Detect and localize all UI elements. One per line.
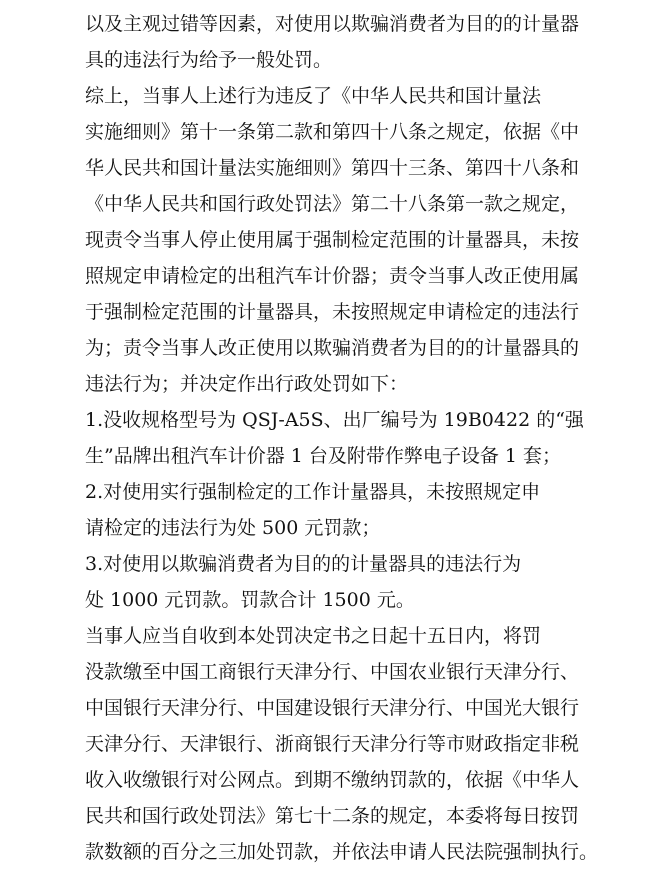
paragraph-item-2-fine bbox=[85, 474, 585, 546]
text-line: 当事人应当自收到本处罚决定书之日起十五日内，将罚 bbox=[85, 625, 542, 647]
text-line: 于强制检定范围的计量器具，未按照规定申请检定的违法行 bbox=[85, 301, 580, 323]
paragraph-payment-instructions bbox=[85, 618, 599, 870]
text-line: 现责令当事人停止使用属于强制检定范围的计量器具，未按 bbox=[85, 229, 580, 251]
paragraph-item-1-confiscation bbox=[85, 402, 585, 474]
text-line: 中国银行天津分行、中国建设银行天津分行、中国光大银行 bbox=[85, 697, 580, 719]
text-line: 实施细则》第十一条第二款和第四十八条之规定，依据《中 bbox=[85, 121, 580, 143]
text-line: 具的违法行为给予一般处罚。 bbox=[85, 49, 333, 71]
text-line: 1.没收规格型号为 QSJ-A5S、出厂编号为 19B0422 的“强 bbox=[85, 409, 584, 431]
paragraph-penalty-factors bbox=[85, 6, 585, 78]
text-line: 违法行为；并决定作出行政处罚如下： bbox=[85, 373, 409, 395]
text-line: 天津分行、天津银行、浙商银行天津分行等市财政指定非税 bbox=[85, 733, 580, 755]
text-line: 没款缴至中国工商银行天津分行、中国农业银行天津分行、 bbox=[85, 661, 580, 683]
text-line: 综上，当事人上述行为违反了《中华人民共和国计量法 bbox=[85, 85, 542, 107]
text-line: 生”品牌出租汽车计价器 1 台及附带作弊电子设备 1 套； bbox=[85, 445, 562, 467]
paragraph-item-3-fine-total bbox=[85, 546, 585, 618]
text-line: 请检定的违法行为处 500 元罚款； bbox=[85, 517, 381, 539]
text-line: 华人民共和国计量法实施细则》第四十三条、第四十八条和 bbox=[85, 157, 580, 179]
text-line: 以及主观过错等因素，对使用以欺骗消费者为目的的计量器 bbox=[85, 13, 580, 35]
text-line: 处 1000 元罚款。罚款合计 1500 元。 bbox=[85, 589, 415, 611]
text-line: 为；责令当事人改正使用以欺骗消费者为目的的计量器具的 bbox=[85, 337, 580, 359]
text-line: 3.对使用以欺骗消费者为目的的计量器具的违法行为 bbox=[85, 553, 522, 575]
document-page bbox=[85, 0, 599, 863]
text-line: 2.对使用实行强制检定的工作计量器具，未按照规定申 bbox=[85, 481, 541, 503]
paragraph-summary-decision bbox=[85, 78, 585, 402]
text-line: 款数额的百分之三加处罚款，并依法申请人民法院强制执行。 bbox=[85, 841, 599, 863]
text-line: 《中华人民共和国行政处罚法》第二十八条第一款之规定， bbox=[85, 193, 580, 215]
text-line: 照规定申请检定的出租汽车计价器；责令当事人改正使用属 bbox=[85, 265, 580, 287]
text-line: 民共和国行政处罚法》第七十二条的规定，本委将每日按罚 bbox=[85, 805, 580, 827]
text-line: 收入收缴银行对公网点。到期不缴纳罚款的，依据《中华人 bbox=[85, 769, 580, 791]
